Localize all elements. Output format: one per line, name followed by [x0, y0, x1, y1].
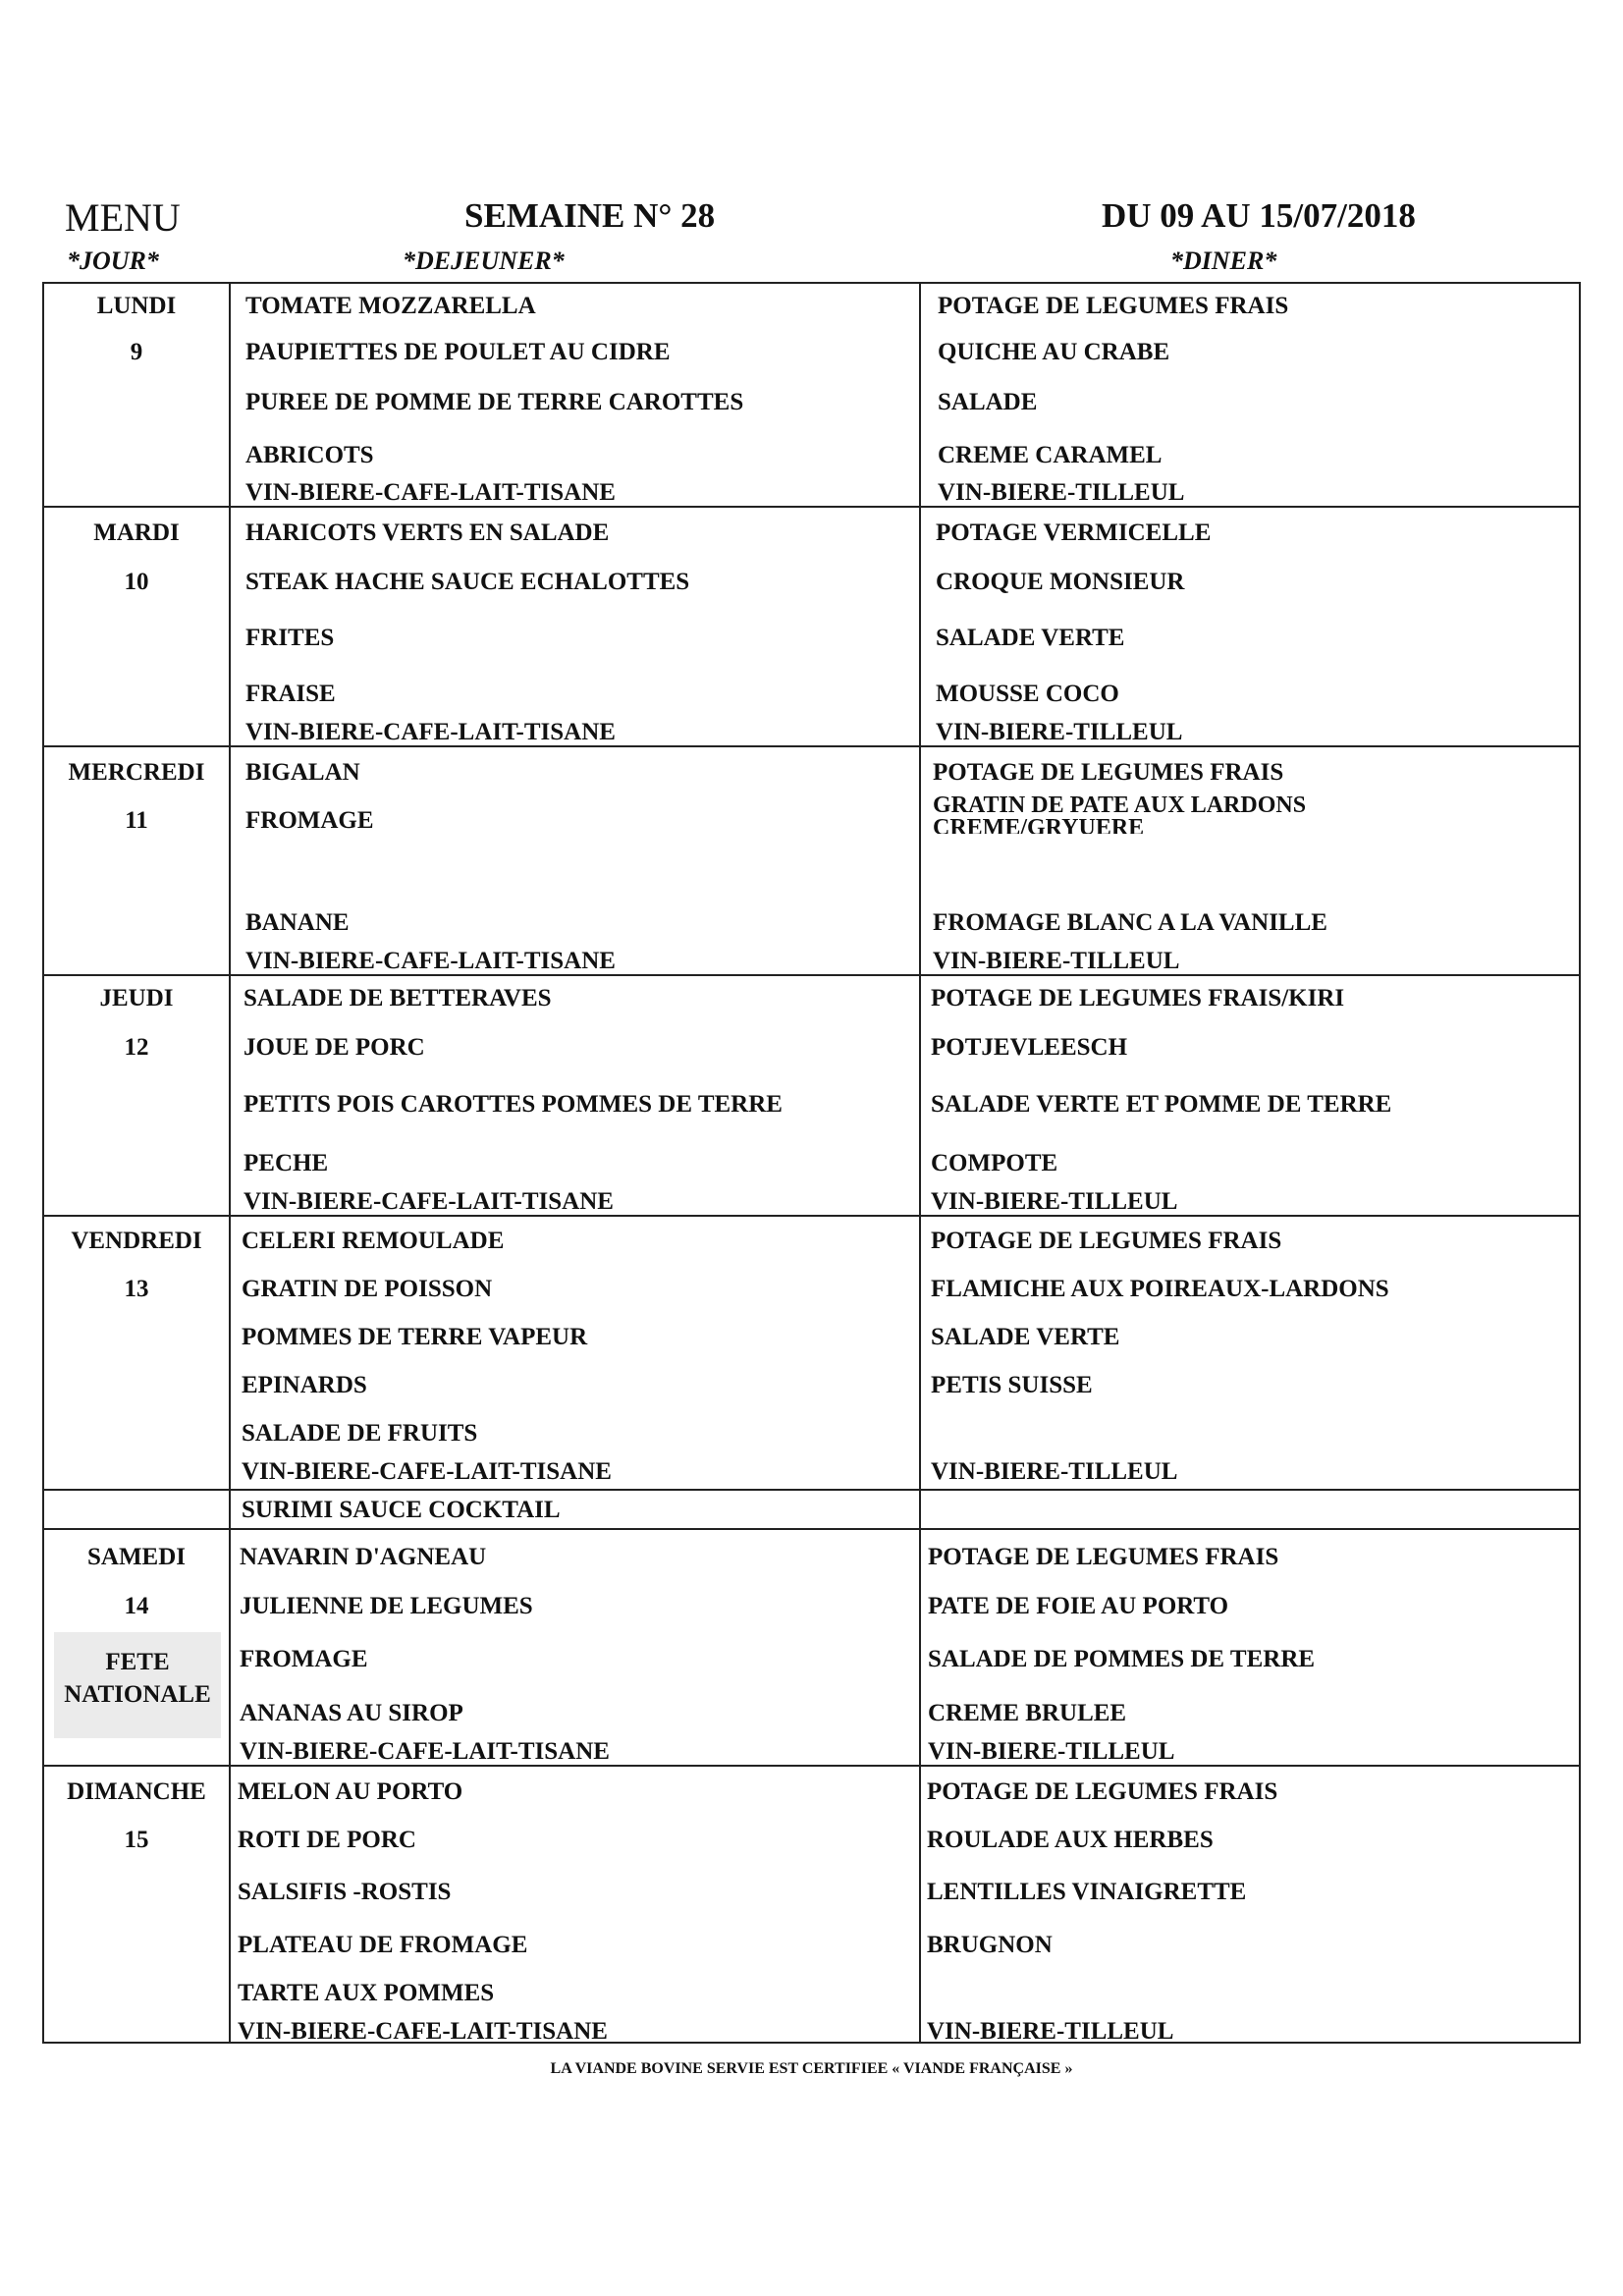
row-divider	[44, 1489, 1579, 1491]
lunch-item: POMMES DE TERRE VAPEUR	[242, 1324, 588, 1350]
lunch-item: PUREE DE POMME DE TERRE CAROTTES	[245, 389, 744, 415]
day-name: SAMEDI	[86, 1544, 186, 1570]
dinner-item: CREME/GRYUERE	[933, 815, 1145, 834]
dinner-item: SALADE VERTE ET POMME DE TERRE	[931, 1091, 1392, 1118]
week-number: SEMAINE N° 28	[464, 196, 716, 235]
lunch-item: JULIENNE DE LEGUMES	[240, 1593, 533, 1619]
lunch-item: ROTI DE PORC	[238, 1827, 416, 1853]
lunch-item: EPINARDS	[242, 1372, 367, 1398]
dinner-item: POTJEVLEESCH	[931, 1034, 1128, 1061]
dinner-item: SALADE DE POMMES DE TERRE	[928, 1646, 1316, 1672]
dinner-item: SALADE	[938, 389, 1038, 415]
lunch-item: MELON AU PORTO	[238, 1778, 463, 1805]
lunch-item: TARTE AUX POMMES	[238, 1980, 495, 2006]
lunch-item: CELERI REMOULADE	[242, 1228, 505, 1254]
date-range: DU 09 AU 15/07/2018	[1102, 196, 1416, 235]
day-number: 15	[124, 1827, 149, 1853]
lunch-item: STEAK HACHE SAUCE ECHALOTTES	[245, 569, 690, 595]
column-header-dinner: *DINER*	[1170, 246, 1277, 275]
dinner-item: POTAGE DE LEGUMES FRAIS/KIRI	[931, 985, 1345, 1011]
day-name: LUNDI	[96, 293, 177, 319]
lunch-item: HARICOTS VERTS EN SALADE	[245, 519, 610, 546]
drinks: VIN-BIERE-CAFE-LAIT-TISANE	[242, 1458, 612, 1485]
day-name: VENDREDI	[71, 1228, 202, 1254]
drinks: VIN-BIERE-CAFE-LAIT-TISANE	[245, 948, 616, 974]
lunch-item: ABRICOTS	[245, 442, 374, 468]
lunch-item: FROMAGE	[245, 807, 374, 834]
title: MENU	[65, 195, 181, 240]
lunch-item: FROMAGE	[240, 1646, 368, 1672]
drinks: VIN-BIERE-CAFE-LAIT-TISANE	[243, 1188, 614, 1215]
drinks: VIN-BIERE-TILLEUL	[938, 479, 1185, 506]
column-divider	[229, 284, 231, 2042]
dinner-item: FLAMICHE AUX POIREAUX-LARDONS	[931, 1276, 1389, 1302]
dinner-item: POTAGE DE LEGUMES FRAIS	[938, 293, 1289, 319]
drinks: VIN-BIERE-TILLEUL	[931, 1188, 1178, 1215]
drinks: VIN-BIERE-TILLEUL	[931, 1458, 1178, 1485]
dinner-item: QUICHE AU CRABE	[938, 339, 1170, 365]
day-number: 13	[124, 1276, 149, 1302]
lunch-item: JOUE DE PORC	[243, 1034, 425, 1061]
lunch-item: PETITS POIS CAROTTES POMMES DE TERRE	[243, 1091, 783, 1118]
lunch-item: NAVARIN D'AGNEAU	[240, 1544, 487, 1570]
lunch-item: FRAISE	[245, 681, 336, 707]
dinner-item: POTAGE VERMICELLE	[936, 519, 1212, 546]
lunch-item: PLATEAU DE FROMAGE	[238, 1932, 528, 1958]
day-number: 12	[124, 1034, 149, 1061]
lunch-item: PECHE	[243, 1150, 329, 1176]
column-divider	[919, 284, 921, 2042]
dinner-item: CREME CARAMEL	[938, 442, 1163, 468]
menu-table	[42, 282, 1581, 2044]
column-header-lunch: *DEJEUNER*	[403, 246, 565, 275]
dinner-item: ROULADE AUX HERBES	[927, 1827, 1214, 1853]
drinks: VIN-BIERE-TILLEUL	[927, 2018, 1174, 2045]
dinner-item: SALADE VERTE	[936, 625, 1125, 651]
lunch-item: PAUPIETTES DE POULET AU CIDRE	[245, 339, 671, 365]
lunch-item: BANANE	[245, 909, 350, 936]
drinks: VIN-BIERE-CAFE-LAIT-TISANE	[245, 479, 616, 506]
lunch-item: SALADE DE BETTERAVES	[243, 985, 552, 1011]
dinner-item: CREME BRULEE	[928, 1700, 1127, 1726]
dinner-item: FROMAGE BLANC A LA VANILLE	[933, 909, 1327, 936]
dinner-item: CROQUE MONSIEUR	[936, 569, 1185, 595]
dinner-item: POTAGE DE LEGUMES FRAIS	[931, 1228, 1282, 1254]
lunch-item: ANANAS AU SIROP	[240, 1700, 463, 1726]
dinner-item: GRATIN DE PATE AUX LARDONS	[933, 793, 1307, 818]
dinner-item: PETIS SUISSE	[931, 1372, 1093, 1398]
day-name: MARDI	[93, 519, 180, 546]
column-header-day: *JOUR*	[67, 246, 159, 275]
drinks: VIN-BIERE-CAFE-LAIT-TISANE	[240, 1738, 610, 1765]
lunch-item: FRITES	[245, 625, 335, 651]
day-number: 14	[124, 1593, 149, 1619]
day-number: 10	[124, 569, 149, 595]
drinks: VIN-BIERE-TILLEUL	[933, 948, 1180, 974]
day-name: DIMANCHE	[67, 1778, 206, 1805]
lunch-item: BIGALAN	[245, 759, 360, 786]
dinner-item: BRUGNON	[927, 1932, 1053, 1958]
drinks: VIN-BIERE-TILLEUL	[928, 1738, 1175, 1765]
holiday-line: FETE	[105, 1649, 170, 1675]
drinks: VIN-BIERE-CAFE-LAIT-TISANE	[238, 2018, 608, 2045]
drinks: VIN-BIERE-TILLEUL	[936, 719, 1183, 745]
drinks: VIN-BIERE-CAFE-LAIT-TISANE	[245, 719, 616, 745]
day-name: MERCREDI	[68, 759, 205, 786]
holiday-line: NATIONALE	[64, 1681, 211, 1708]
dinner-item: SALADE VERTE	[931, 1324, 1120, 1350]
footer-note: LA VIANDE BOVINE SERVIE EST CERTIFIEE « VIANDE FRANÇAISE »	[550, 2060, 1073, 2077]
holiday-note	[54, 1632, 221, 1738]
lunch-item: TOMATE MOZZARELLA	[245, 293, 536, 319]
day-name: JEUDI	[99, 985, 174, 1011]
dinner-item: POTAGE DE LEGUMES FRAIS	[927, 1778, 1278, 1805]
dinner-item: LENTILLES VINAIGRETTE	[927, 1879, 1247, 1905]
day-number: 11	[125, 807, 148, 834]
lunch-item: SALSIFIS -ROSTIS	[238, 1879, 452, 1905]
lunch-item: GRATIN DE POISSON	[242, 1276, 493, 1302]
dinner-item: PATE DE FOIE AU PORTO	[928, 1593, 1229, 1619]
day-number: 9	[130, 339, 143, 365]
dinner-item: MOUSSE COCO	[936, 681, 1119, 707]
dinner-item: POTAGE DE LEGUMES FRAIS	[928, 1544, 1279, 1570]
dinner-item: POTAGE DE LEGUMES FRAIS	[933, 759, 1284, 786]
dinner-item: COMPOTE	[931, 1150, 1058, 1176]
extra-item: SURIMI SAUCE COCKTAIL	[242, 1497, 561, 1523]
row-divider	[44, 1528, 1579, 1530]
lunch-item: SALADE DE FRUITS	[242, 1420, 478, 1447]
